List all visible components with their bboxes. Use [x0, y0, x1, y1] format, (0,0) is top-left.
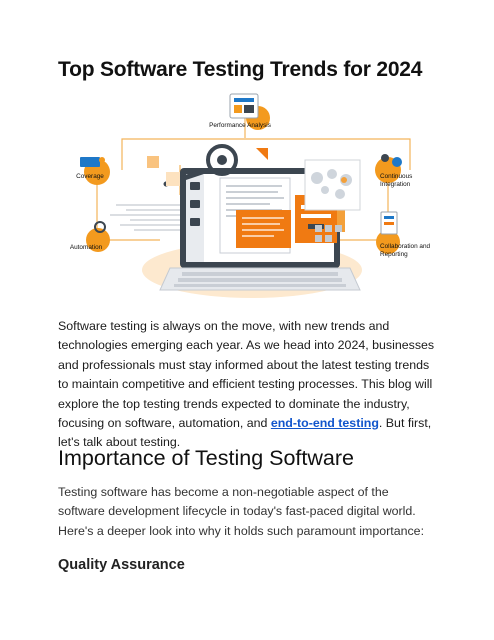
- label-integration: Integration: [380, 181, 411, 188]
- node-performance-analysis: [209, 94, 271, 130]
- label-automation: Automation: [70, 244, 103, 251]
- intro-text: Software testing is always on the move, with new trends and technologies emerging each year. As we head into 2024, businesses and professionals must stay informed about the latest testing trends to maintain competitive and efficient testing processes. This blog will explore the top testing trends expected to dominate the industry, focusing on software, automation, and: [58, 319, 435, 431]
- label-reporting: Reporting: [380, 251, 408, 258]
- section-paragraph: Testing software has become a non-negotiable aspect of the software development lifecycle in today's fast-paced digital world. Here's a deeper look into why it holds such paramount importance:: [58, 485, 425, 538]
- hero-illustration: [70, 90, 440, 305]
- small-frames: [147, 156, 180, 186]
- label-continuous: Continuous: [380, 173, 413, 180]
- end-to-end-testing-link[interactable]: end-to-end testing: [270, 416, 379, 431]
- label-collaboration: Collaboration and: [380, 243, 431, 250]
- speed-lines: [110, 205, 180, 230]
- map-card: [305, 160, 360, 210]
- intro-text-end: . But first, let's talk about testing.: [58, 416, 432, 450]
- page-title: Top Software Testing Trends for 2024: [58, 58, 423, 81]
- section-heading: Importance of Testing Software: [58, 446, 354, 470]
- node-automation: [70, 222, 110, 252]
- node-collaboration-reporting: [376, 212, 431, 258]
- subheading-quality-assurance: Quality Assurance: [58, 557, 185, 573]
- label-coverage: Coverage: [76, 173, 104, 180]
- intro-paragraph: [58, 317, 438, 453]
- document-sheets: [220, 148, 291, 253]
- node-coverage: [76, 157, 110, 185]
- node-continuous-integration: [375, 154, 412, 188]
- label-performance-analysis: Performance Analysis: [209, 122, 271, 129]
